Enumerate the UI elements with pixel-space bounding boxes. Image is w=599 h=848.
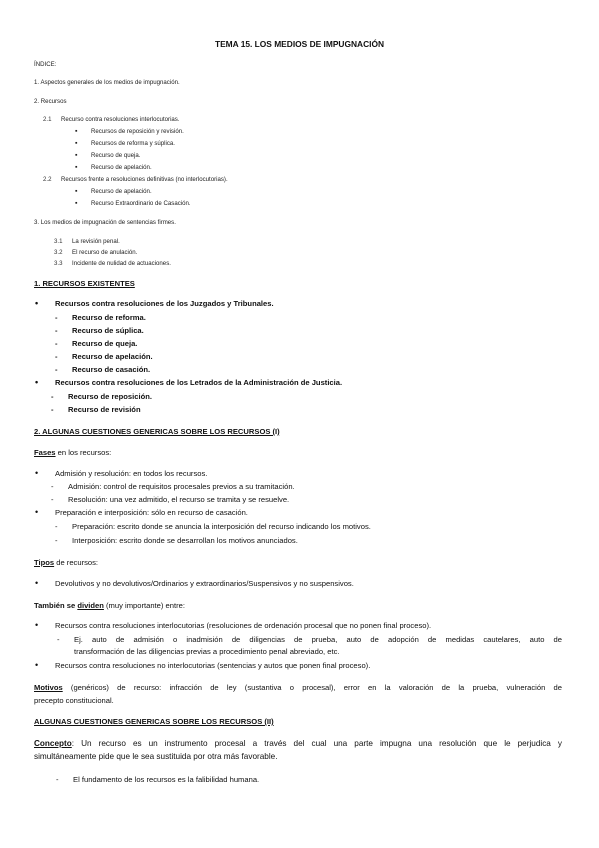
dash-item: - Recurso de apelación.: [72, 353, 153, 361]
bullet-item: • Admisión y resolución: en todos los recursos.: [55, 470, 207, 478]
index-bullet-item: ▪ Recurso de queja.: [91, 153, 140, 159]
dash-item: - Admisión: control de requisitos procesales previos a su tramitación.: [68, 483, 295, 491]
paragraph-text: También se: [34, 601, 78, 610]
index-number: 3.2: [54, 249, 63, 256]
bullet-item: • Recursos contra resoluciones interlocutorias (resoluciones de ordenación procesal que no ponen final proceso).: [55, 622, 431, 630]
dash-item: - Resolución: una vez admitido, el recurso se tramita y se resuelve.: [68, 496, 289, 504]
underlined-term: Tipos: [34, 558, 55, 567]
underlined-term: Fases: [34, 448, 56, 457]
dash-item: - Preparación: escrito donde se anuncia la interposición del recurso indicando los motivos.: [72, 523, 371, 531]
paragraph-text: simultáneamente pide que le sea sustituida por otra más favorable.: [34, 752, 278, 761]
paragraph-motivos: [34, 684, 562, 692]
dash-item: - Recurso de súplica.: [72, 327, 144, 335]
index-bullet-item: ▪ Recursos de reposición y revisión.: [91, 129, 184, 135]
index-subsection: [43, 176, 228, 183]
dash-item: - Recurso de queja.: [72, 340, 137, 348]
index-subsection-text: Incidente de nulidad de actuaciones.: [72, 260, 171, 267]
index-line: 1. Aspectos generales de los medios de impugnación.: [34, 79, 180, 86]
paragraph-text: en los recursos:: [55, 448, 112, 457]
index-bullet-item: ▪ Recurso Extraordinario de Casación.: [91, 201, 191, 207]
paragraph-text: (genéricos) de recurso: infracción de ley (sustantiva o procesal), error en la valoración de la prueba, vulneración de: [62, 683, 562, 692]
section-heading: 1. RECURSOS EXISTENTES: [34, 279, 135, 288]
dash-item: - Recurso de casación.: [72, 366, 150, 374]
paragraph-fases: [34, 449, 111, 457]
index-subsection: [54, 260, 171, 267]
section-heading: ALGUNAS CUESTIONES GENERICAS SOBRE LOS RECURSOS (II): [34, 717, 274, 726]
index-subsection: [54, 249, 138, 256]
index-subsection-text: Recurso contra resoluciones interlocutorias.: [61, 116, 180, 123]
paragraph-text: de recursos:: [54, 558, 99, 567]
index-heading: ÍNDICE:: [34, 61, 57, 68]
index-bullet-item: ▪ Recurso de apelación.: [91, 165, 152, 171]
bullet-item: • Recursos contra resoluciones no interlocutorias (sentencias y autos que ponen final proceso).: [55, 662, 370, 670]
index-bullet-item: ▪ Recurso de apelación.: [91, 189, 152, 195]
bullet-item: • Devolutivos y no devolutivos/Ordinarios y extraordinarios/Suspensivos y no suspensivos.: [55, 580, 354, 588]
index-subsection: [54, 238, 120, 245]
index-subsection-text: El recurso de anulación.: [72, 249, 138, 256]
index-subsection: [43, 116, 180, 123]
dash-item: - Recurso de revisión: [68, 406, 141, 414]
paragraph-text: transformación de las diligencias previas a procedimiento penal abreviado, etc.: [74, 647, 340, 656]
index-number: 3.1: [54, 238, 63, 245]
paragraph-concepto: [34, 740, 562, 748]
index-subsection-text: Recursos frente a resoluciones definitivas (no interlocutorias).: [61, 176, 228, 183]
page-title: TEMA 15. LOS MEDIOS DE IMPUGNACIÓN: [214, 39, 385, 49]
index-bullet-item: ▪ Recursos de reforma y súplica.: [91, 141, 175, 147]
bullet-item: • Recursos contra resoluciones de los Letrados de la Administración de Justicia.: [55, 379, 342, 387]
index-number: 2.1: [43, 116, 52, 123]
underlined-term: dividen: [77, 601, 104, 610]
dash-item: - El fundamento de los recursos es la falibilidad humana.: [73, 776, 259, 784]
paragraph-text: (muy importante) entre:: [103, 601, 185, 610]
index-line: 2. Recursos: [34, 98, 67, 105]
dash-item: - Ej. auto de admisión o inadmisión de diligencias de prueba, auto de adopción de medidas cautelares, auto de: [74, 636, 562, 644]
index-line: 3. Los medios de impugnación de sentencias firmes.: [34, 219, 176, 226]
dash-item: - Interposición: escrito donde se desarrollan los motivos anunciados.: [72, 537, 298, 545]
index-number: 3.3: [54, 260, 63, 267]
paragraph-text: : Un recurso es un instrumento procesal a través del cual una parte impugna una resolución que le perjudica y: [71, 739, 562, 748]
dash-item: - Recurso de reposición.: [68, 393, 152, 401]
paragraph-dividen: [34, 602, 185, 610]
index-number: 2.2: [43, 176, 52, 183]
dash-item: - Recurso de reforma.: [72, 314, 146, 322]
underlined-term: Motivos: [34, 683, 63, 692]
bullet-item: • Preparación e interposición: sólo en recurso de casación.: [55, 509, 248, 517]
bullet-item: • Recursos contra resoluciones de los Juzgados y Tribunales.: [55, 300, 274, 308]
index-subsection-text: La revisión penal.: [72, 238, 120, 245]
paragraph-tipos: [34, 559, 98, 567]
underlined-term: Concepto: [34, 739, 72, 748]
paragraph-text: precepto constitucional.: [34, 696, 114, 705]
section-heading: 2. ALGUNAS CUESTIONES GENERICAS SOBRE LOS RECURSOS (I): [34, 427, 280, 436]
